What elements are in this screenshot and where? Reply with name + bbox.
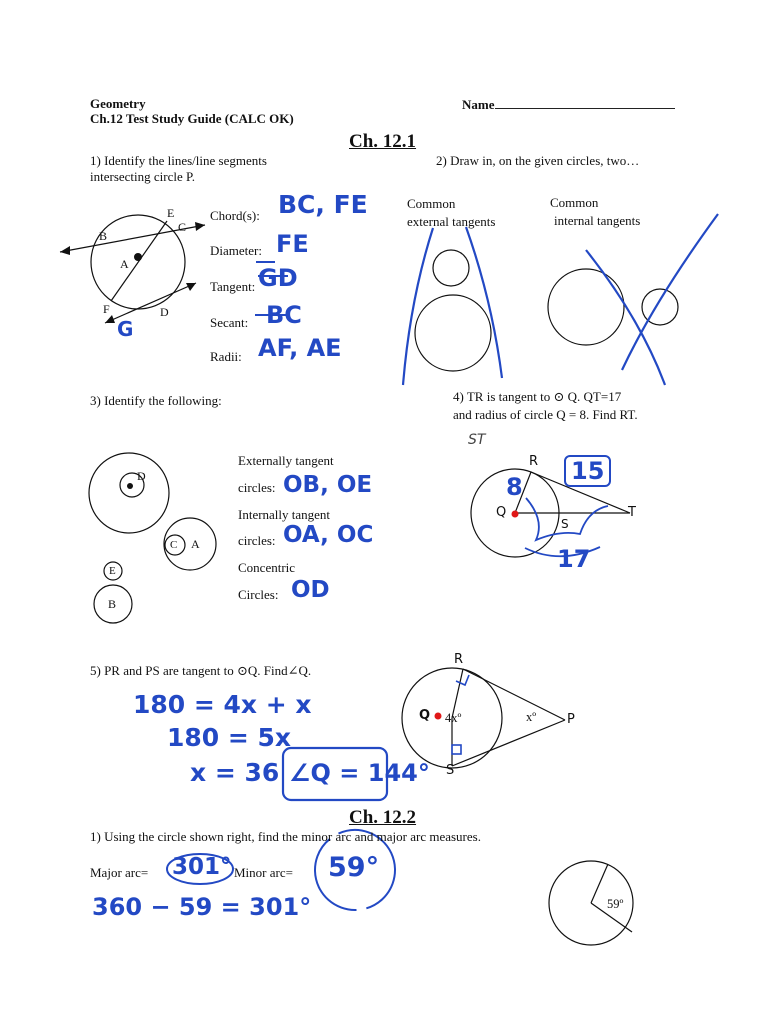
q5-work-line2: 180 = 5x bbox=[167, 723, 292, 752]
section-heading-12-2: Ch. 12.2 bbox=[349, 807, 417, 828]
answer-tangent[interactable]: GD bbox=[258, 264, 298, 292]
q1-prompt-line2: intersecting circle P. bbox=[90, 169, 196, 184]
arc-angle-label: 59º bbox=[607, 897, 624, 911]
name-label: Name bbox=[462, 97, 495, 112]
ext-tangent-label-line1: Externally tangent bbox=[238, 453, 334, 468]
q5-angle-q: 4xº bbox=[445, 711, 462, 725]
q5-work-line1: 180 = 4x + x bbox=[133, 690, 312, 719]
q5-work-line3: x = 36 bbox=[190, 758, 280, 787]
q4-label-t: T bbox=[628, 505, 636, 520]
answer-diameter[interactable]: FE bbox=[276, 230, 309, 258]
major-arc-label: Major arc= bbox=[90, 865, 149, 880]
q2-prompt: 2) Draw in, on the given circles, two… bbox=[436, 153, 640, 168]
circle-label-e: E bbox=[109, 565, 116, 577]
answer-chords[interactable]: BC, FE bbox=[278, 190, 368, 219]
circle-label-b: B bbox=[108, 597, 117, 611]
guide-title: Ch.12 Test Study Guide (CALC OK) bbox=[90, 111, 294, 126]
answer-minor-arc[interactable]: 59° bbox=[328, 852, 380, 883]
answer-qt[interactable]: 17 bbox=[557, 545, 591, 573]
subject-title: Geometry bbox=[90, 96, 146, 111]
q5-label-r: R bbox=[454, 652, 464, 667]
int-tangent-label-line1: Internally tangent bbox=[238, 507, 331, 522]
answer-radius[interactable]: 8 bbox=[506, 473, 523, 501]
point-label-e: E bbox=[167, 206, 175, 220]
answer-radii[interactable]: AF, AE bbox=[258, 334, 342, 362]
q4-figure-title: ST bbox=[468, 432, 486, 448]
secant-label: Secant: bbox=[210, 315, 249, 330]
internal-label-line1: Common bbox=[550, 195, 599, 210]
answer-rt[interactable]: 15 bbox=[564, 455, 611, 487]
internal-label-line2: internal tangents bbox=[554, 213, 641, 228]
circle-label-a: A bbox=[191, 537, 200, 551]
point-label-b: B bbox=[99, 229, 108, 243]
point-label-f: F bbox=[103, 302, 110, 316]
q3-prompt: 3) Identify the following: bbox=[90, 393, 222, 408]
q5-prompt: 5) PR and PS are tangent to ⊙Q. Find∠Q. bbox=[90, 663, 312, 678]
diameter-label: Diameter: bbox=[210, 243, 262, 258]
center-point-q5 bbox=[435, 713, 442, 720]
external-label-line1: Common bbox=[407, 196, 456, 211]
q5-label-p: P bbox=[567, 712, 575, 727]
q2-figures bbox=[403, 214, 718, 385]
q4-label-s: S bbox=[561, 517, 569, 531]
minor-arc-label: Minor arc= bbox=[234, 865, 293, 880]
ext-tangent-label-line2: circles: bbox=[238, 480, 276, 495]
q4-label-r: R bbox=[529, 454, 539, 469]
arc-prompt: 1) Using the circle shown right, find the minor arc and major arc measures. bbox=[90, 829, 481, 844]
answer-angle-q[interactable]: ∠Q = 144° bbox=[289, 759, 430, 787]
point-label-d: D bbox=[160, 305, 169, 319]
section-heading-12-1: Ch. 12.1 bbox=[349, 131, 417, 152]
circle-label-c: C bbox=[170, 539, 178, 551]
external-label-line2: external tangents bbox=[407, 214, 496, 229]
q5-label-s: S bbox=[446, 763, 455, 778]
arc-work: 360 − 59 = 301° bbox=[92, 893, 312, 921]
answer-major-arc[interactable]: 301° bbox=[172, 854, 232, 880]
circle-label-d: D bbox=[137, 469, 146, 483]
q5-label-q: Q bbox=[419, 708, 431, 723]
q4-prompt-line2: and radius of circle Q = 8. Find RT. bbox=[453, 407, 638, 422]
q4-prompt-line1: 4) TR is tangent to ⊙ Q. QT=17 bbox=[453, 389, 622, 404]
answer-concentric[interactable]: OD bbox=[291, 577, 330, 603]
q5-angle-p: xº bbox=[526, 710, 537, 724]
tangent-label: Tangent: bbox=[210, 279, 256, 294]
center-point-q bbox=[512, 511, 519, 518]
answer-external-tangent[interactable]: OB, OE bbox=[283, 472, 373, 498]
q4-label-q: Q bbox=[496, 505, 507, 520]
radii-label: Radii: bbox=[210, 349, 242, 364]
concentric-label-line1: Concentric bbox=[238, 560, 296, 575]
concentric-label-line2: Circles: bbox=[238, 587, 279, 602]
point-label-c: C bbox=[178, 220, 187, 234]
answer-secant[interactable]: BC bbox=[266, 301, 302, 329]
answer-internal-tangent[interactable]: OA, OC bbox=[283, 522, 374, 548]
q1-prompt-line1: 1) Identify the lines/line segments bbox=[90, 153, 267, 168]
chords-label: Chord(s): bbox=[210, 208, 260, 223]
center-point-p bbox=[134, 253, 142, 261]
point-label-g: G bbox=[117, 317, 134, 341]
int-tangent-label-line2: circles: bbox=[238, 533, 276, 548]
point-label-a: A bbox=[120, 257, 129, 271]
